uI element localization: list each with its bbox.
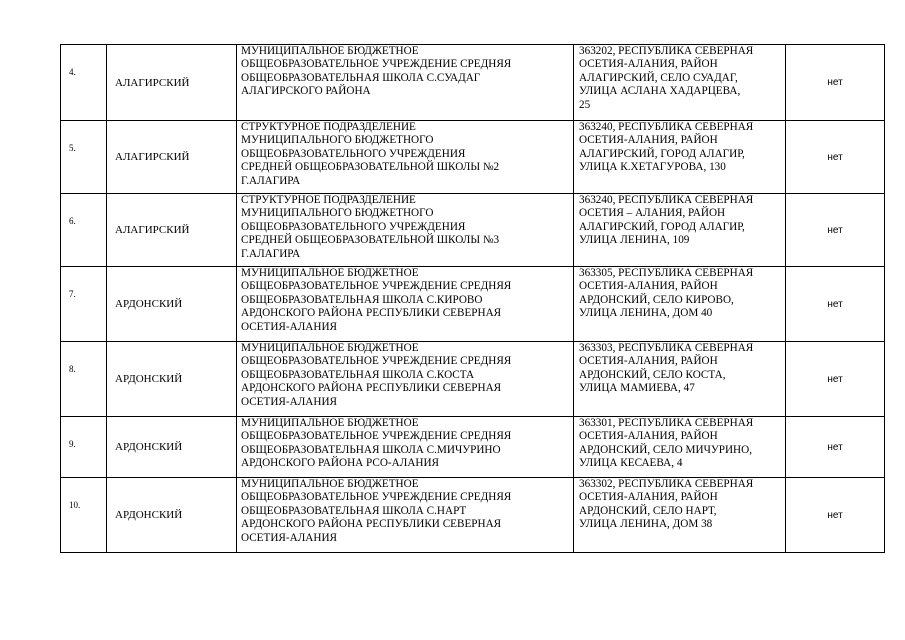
schools-table-body: [61, 45, 885, 553]
table-row: [61, 267, 885, 342]
table-row: [61, 45, 885, 121]
schools-table: [60, 44, 885, 553]
district-cell: АЛАГИРСКИЙ: [107, 121, 237, 194]
address-cell: 363303, РЕСПУБЛИКА СЕВЕРНАЯ ОСЕТИЯ-АЛАНИЯ, РАЙОН АРДОНСКИЙ, СЕЛО КОСТА, УЛИЦА МАМИЕВА, 47: [574, 342, 786, 417]
district-cell: АРДОНСКИЙ: [107, 417, 237, 478]
school-name-cell: СТРУКТУРНОЕ ПОДРАЗДЕЛЕНИЕ МУНИЦИПАЛЬНОГО БЮДЖЕТНОГО ОБЩЕОБРАЗОВАТЕЛЬНОГО УЧРЕЖДЕНИЯ СРЕДНЕЙ ОБЩЕОБРАЗОВАТЕЛЬНОЙ ШКОЛЫ №3 Г.АЛАГИРА: [237, 194, 574, 267]
district-cell: АРДОНСКИЙ: [107, 267, 237, 342]
row-number: 6.: [61, 194, 107, 267]
flag-cell: нет: [786, 45, 885, 121]
district-cell: АРДОНСКИЙ: [107, 478, 237, 553]
address-cell: 363302, РЕСПУБЛИКА СЕВЕРНАЯ ОСЕТИЯ-АЛАНИЯ, РАЙОН АРДОНСКИЙ, СЕЛО НАРТ, УЛИЦА ЛЕНИНА, ДОМ 38: [574, 478, 786, 553]
flag-cell: нет: [786, 478, 885, 553]
row-number: 8.: [61, 342, 107, 417]
row-number: 9.: [61, 417, 107, 478]
address-cell: 363240, РЕСПУБЛИКА СЕВЕРНАЯ ОСЕТИЯ-АЛАНИЯ, РАЙОН АЛАГИРСКИЙ, ГОРОД АЛАГИР, УЛИЦА К.ХЕТАГУРОВА, 130: [574, 121, 786, 194]
row-number: 7.: [61, 267, 107, 342]
table-row: [61, 194, 885, 267]
flag-cell: нет: [786, 121, 885, 194]
table-row: [61, 342, 885, 417]
school-name-cell: МУНИЦИПАЛЬНОЕ БЮДЖЕТНОЕ ОБЩЕОБРАЗОВАТЕЛЬНОЕ УЧРЕЖДЕНИЕ СРЕДНЯЯ ОБЩЕОБРАЗОВАТЕЛЬНАЯ ШКОЛА С.СУАДАГ АЛАГИРСКОГО РАЙОНА: [237, 45, 574, 121]
table-row: [61, 478, 885, 553]
school-name-cell: МУНИЦИПАЛЬНОЕ БЮДЖЕТНОЕ ОБЩЕОБРАЗОВАТЕЛЬНОЕ УЧРЕЖДЕНИЕ СРЕДНЯЯ ОБЩЕОБРАЗОВАТЕЛЬНАЯ ШКОЛА С.КИРОВО АРДОНСКОГО РАЙОНА РЕСПУБЛИКИ СЕВЕРНАЯ ОСЕТИЯ-АЛАНИЯ: [237, 267, 574, 342]
district-cell: АЛАГИРСКИЙ: [107, 45, 237, 121]
address-cell: 363305, РЕСПУБЛИКА СЕВЕРНАЯ ОСЕТИЯ-АЛАНИЯ, РАЙОН АРДОНСКИЙ, СЕЛО КИРОВО, УЛИЦА ЛЕНИНА, ДОМ 40: [574, 267, 786, 342]
school-name-cell: МУНИЦИПАЛЬНОЕ БЮДЖЕТНОЕ ОБЩЕОБРАЗОВАТЕЛЬНОЕ УЧРЕЖДЕНИЕ СРЕДНЯЯ ОБЩЕОБРАЗОВАТЕЛЬНАЯ ШКОЛА С.МИЧУРИНО АРДОНСКОГО РАЙОНА РСО-АЛАНИЯ: [237, 417, 574, 478]
school-name-cell: МУНИЦИПАЛЬНОЕ БЮДЖЕТНОЕ ОБЩЕОБРАЗОВАТЕЛЬНОЕ УЧРЕЖДЕНИЕ СРЕДНЯЯ ОБЩЕОБРАЗОВАТЕЛЬНАЯ ШКОЛА С.НАРТ АРДОНСКОГО РАЙОНА РЕСПУБЛИКИ СЕВЕРНАЯ ОСЕТИЯ-АЛАНИЯ: [237, 478, 574, 553]
table-row: [61, 121, 885, 194]
row-number: 5.: [61, 121, 107, 194]
flag-cell: нет: [786, 342, 885, 417]
table-row: [61, 417, 885, 478]
flag-cell: нет: [786, 194, 885, 267]
address-cell: 363240, РЕСПУБЛИКА СЕВЕРНАЯ ОСЕТИЯ – АЛАНИЯ, РАЙОН АЛАГИРСКИЙ, ГОРОД АЛАГИР, УЛИЦА ЛЕНИНА, 109: [574, 194, 786, 267]
row-number: 10.: [61, 478, 107, 553]
district-cell: АРДОНСКИЙ: [107, 342, 237, 417]
district-cell: АЛАГИРСКИЙ: [107, 194, 237, 267]
school-name-cell: МУНИЦИПАЛЬНОЕ БЮДЖЕТНОЕ ОБЩЕОБРАЗОВАТЕЛЬНОЕ УЧРЕЖДЕНИЕ СРЕДНЯЯ ОБЩЕОБРАЗОВАТЕЛЬНАЯ ШКОЛА С.КОСТА АРДОНСКОГО РАЙОНА РЕСПУБЛИКИ СЕВЕРНАЯ ОСЕТИЯ-АЛАНИЯ: [237, 342, 574, 417]
school-name-cell: СТРУКТУРНОЕ ПОДРАЗДЕЛЕНИЕ МУНИЦИПАЛЬНОГО БЮДЖЕТНОГО ОБЩЕОБРАЗОВАТЕЛЬНОГО УЧРЕЖДЕНИЯ СРЕДНЕЙ ОБЩЕОБРАЗОВАТЕЛЬНОЙ ШКОЛЫ №2 Г.АЛАГИРА: [237, 121, 574, 194]
flag-cell: нет: [786, 417, 885, 478]
flag-cell: нет: [786, 267, 885, 342]
row-number: 4.: [61, 45, 107, 121]
address-cell: 363202, РЕСПУБЛИКА СЕВЕРНАЯ ОСЕТИЯ-АЛАНИЯ, РАЙОН АЛАГИРСКИЙ, СЕЛО СУАДАГ, УЛИЦА АСЛАНА ХАДАРЦЕВА, 25: [574, 45, 786, 121]
address-cell: 363301, РЕСПУБЛИКА СЕВЕРНАЯ ОСЕТИЯ-АЛАНИЯ, РАЙОН АРДОНСКИЙ, СЕЛО МИЧУРИНО, УЛИЦА КЕСАЕВА, 4: [574, 417, 786, 478]
